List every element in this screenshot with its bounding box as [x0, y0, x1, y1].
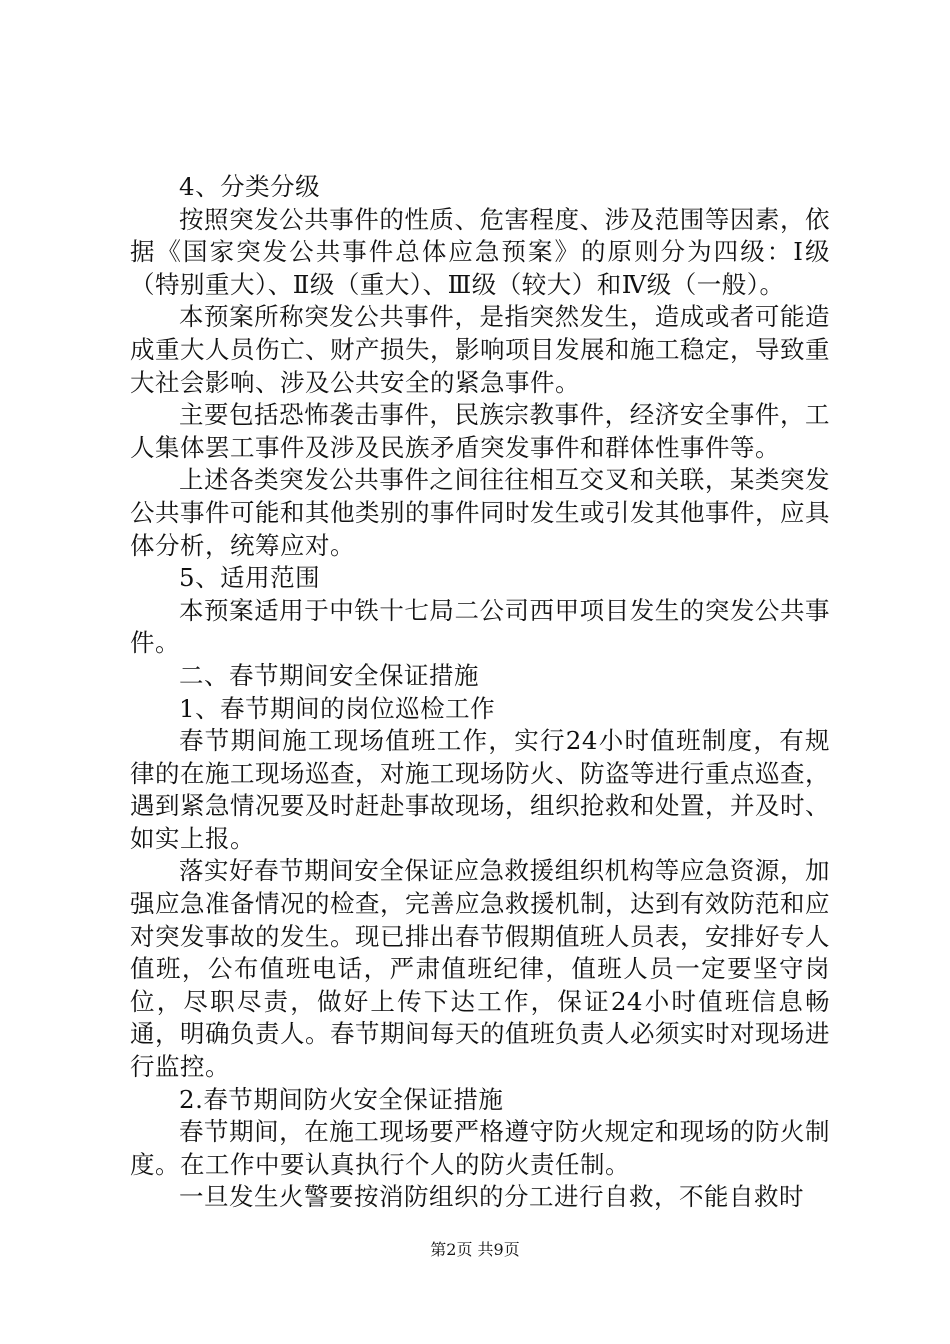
- paragraph: 上述各类突发公共事件之间往往相互交叉和关联，某类突发公共事件可能和其他类别的事件同时发生或引发其他事件，应具体分析，统筹应对。: [130, 465, 830, 560]
- paragraph: 本预案适用于中铁十七局二公司西甲项目发生的突发公共事件。: [130, 595, 830, 658]
- document-body: [130, 171, 830, 1214]
- heading-scope: 5、适用范围: [179, 563, 321, 593]
- heading-fire-safety: 2.春节期间防火安全保证措施: [179, 1084, 504, 1114]
- page-footer: [0, 1240, 950, 1260]
- heading-safety-measures: 二、春节期间安全保证措施: [179, 660, 479, 690]
- paragraph: 春节期间，在施工现场要严格遵守防火规定和现场的防火制度。在工作中要认真执行个人的防火责任制。: [130, 1117, 830, 1179]
- heading-classification: 4、分类分级: [179, 172, 321, 201]
- paragraph: 本预案所称突发公共事件，是指突然发生，造成或者可能造成重大人员伤亡、财产损失，影响项目发展和施工稳定，导致重大社会影响、涉及公共安全的紧急事件。: [130, 302, 830, 397]
- paragraph: 春节期间施工现场值班工作，实行24小时值班制度，有规律的在施工现场巡查，对施工现场防火、防盗等进行重点巡查，遇到紧急情况要及时赶赴事故现场，组织抢救和处置，并及时、如实上报。: [130, 726, 830, 853]
- paragraph: 一旦发生火警要按消防组织的分工进行自救，不能自救时: [179, 1182, 804, 1212]
- page-number: 第2页 共9页: [430, 1240, 520, 1259]
- paragraph: 落实好春节期间安全保证应急救援组织机构等应急资源，加强应急准备情况的检查，完善应急救援机制，达到有效防范和应对突发事故的发生。现已排出春节假期值班人员表，安排好专人值班，公布值班电话，严肃值班纪律，值班人员一定要坚守岗位，尽职尽责，做好上传下达工作，保证24小时值班信息畅通，明确负责人。春节期间每天的值班负责人必须实时对现场进行监控。: [130, 856, 830, 1082]
- heading-patrol-work: 1、春节期间的岗位巡检工作: [179, 693, 496, 723]
- paragraph: 按照突发公共事件的性质、危害程度、涉及范围等因素，依据《国家突发公共事件总体应急预案》的原则分为四级：Ⅰ级（特别重大）、Ⅱ级（重大）、Ⅲ级（较大）和Ⅳ级（一般）。: [130, 204, 830, 299]
- paragraph: 主要包括恐怖袭击事件，民族宗教事件，经济安全事件，工人集体罢工事件及涉及民族矛盾突发事件和群体性事件等。: [130, 400, 830, 462]
